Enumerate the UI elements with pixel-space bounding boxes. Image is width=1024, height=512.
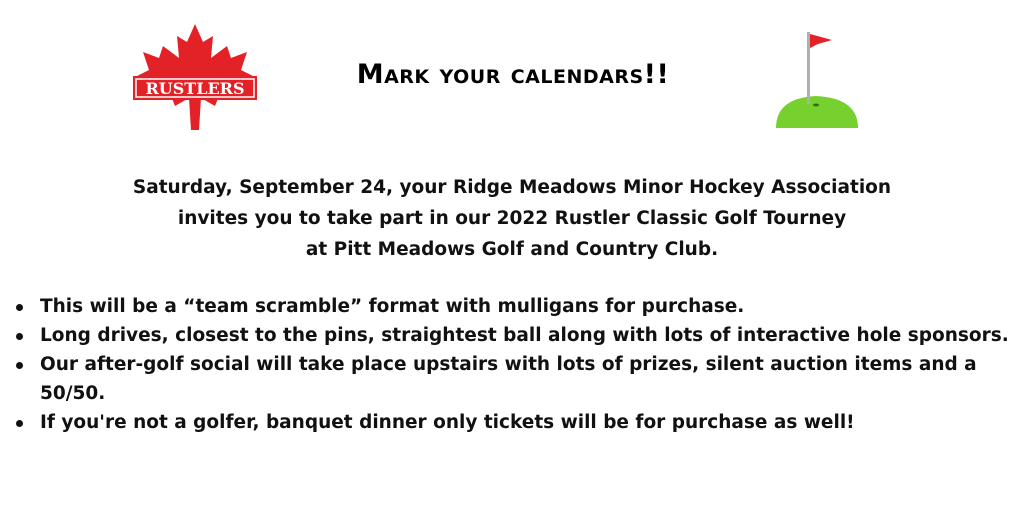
headline: Mark your calendars!! (356, 59, 670, 90)
list-item: Our after-golf social will take place upstairs with lots of prizes, silent auction items and a 50/50. (0, 350, 1024, 408)
intro-line: at Pitt Meadows Golf and Country Club. (305, 239, 719, 260)
details-list (0, 292, 1024, 437)
list-item: This will be a “team scramble” format with mulligans for purchase. (0, 292, 1024, 321)
logo-text: RUSTLERS (145, 79, 245, 98)
intro-line: invites you to take part in our 2022 Rustler Classic Golf Tourney (177, 208, 847, 229)
maple-leaf-icon (133, 22, 257, 132)
intro-line: Saturday, September 24, your Ridge Meadows Minor Hockey Association (132, 177, 892, 198)
list-item: If you're not a golfer, banquet dinner only tickets will be for purchase as well! (0, 408, 1024, 437)
rustlers-logo (133, 22, 257, 132)
intro-paragraph (40, 172, 984, 265)
golf-flag-icon (772, 26, 862, 130)
list-item: Long drives, closest to the pins, straightest ball along with lots of interactive hole sponsors. (0, 321, 1024, 350)
